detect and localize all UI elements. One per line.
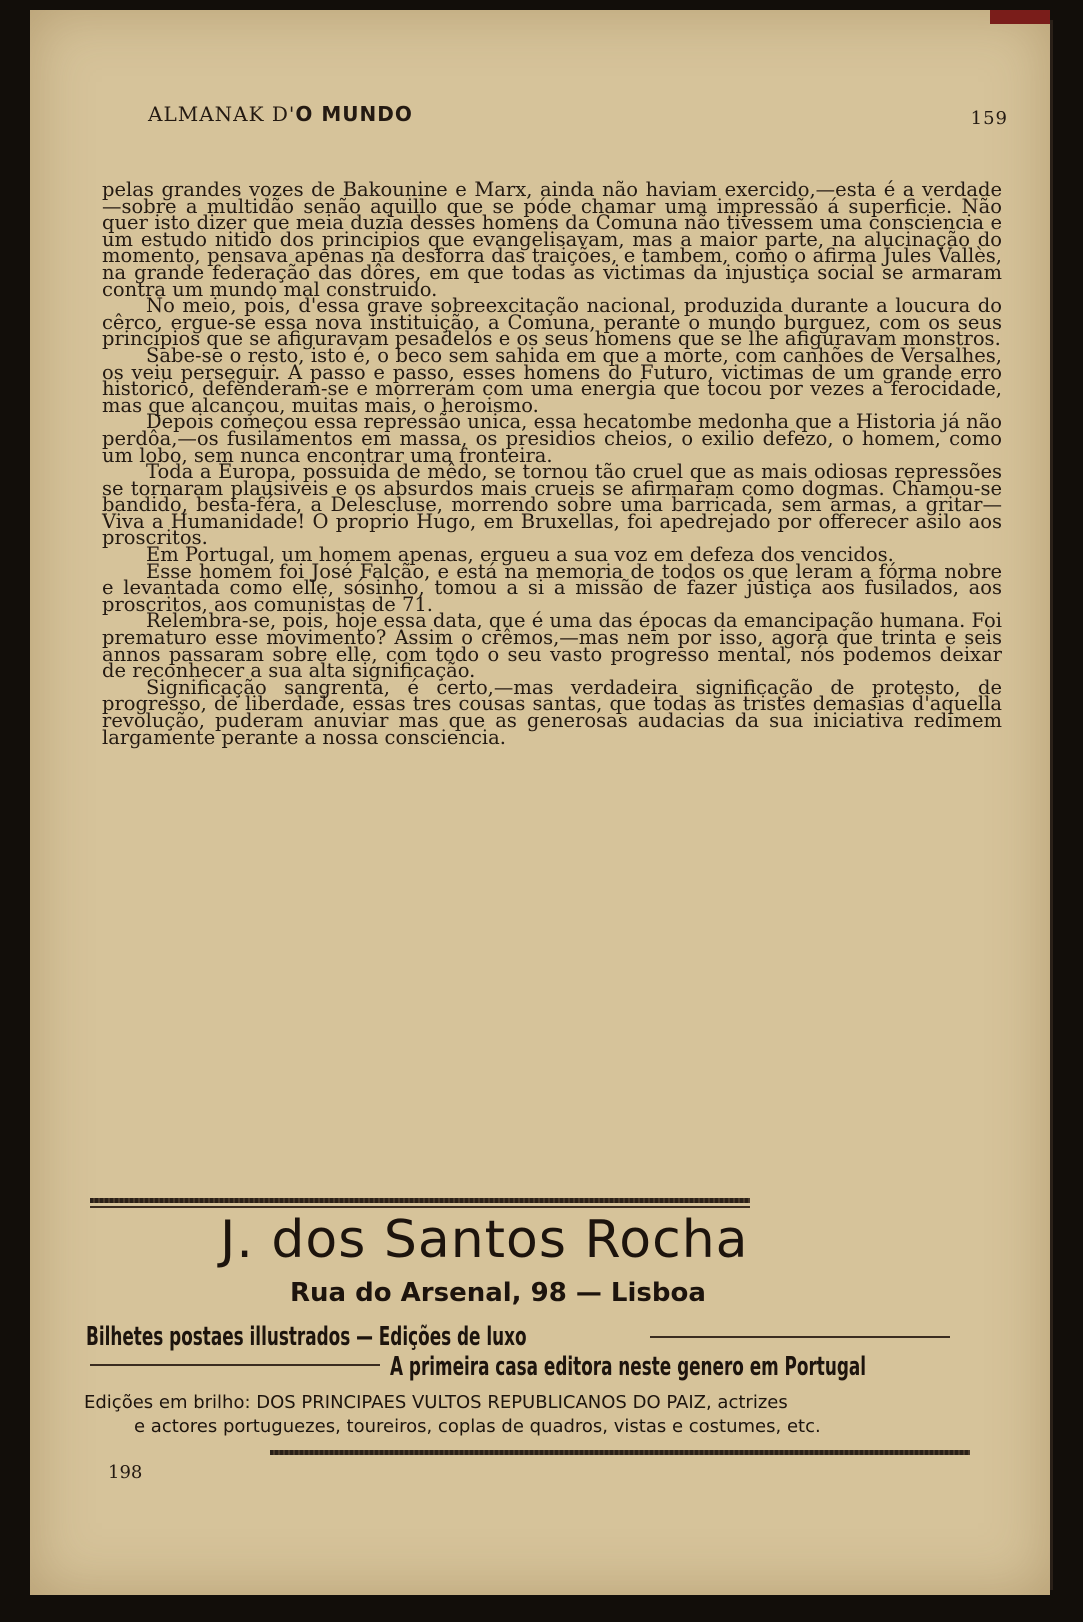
page-number: 159 bbox=[970, 108, 1008, 129]
paragraph: Toda a Europa, possuida de mêdo, se tornou tão cruel que as mais odiosas repressões se tornaram plausiveis e os absurdos mais crueis se afirmaram como dogmas. Chamou-se bandido, besta-féra, a Delescluse, morrendo sobre uma barricada, sem armas, a gritar—Viva a Humanidade! O proprio Hugo, em Bruxellas, foi apedrejado por offerecer asilo aos proscritos. bbox=[102, 460, 1002, 550]
paragraph: pelas grandes vozes de Bakounine e Marx, ainda não haviam exercido,—esta é a verdade—sobre a multidão senão aquillo que se póde chamar uma impressão á superficie. Não quer isto dizer que meia duzia desses homens da Comuna não tivessem uma consciencia e um estudo nitido dos principios que evangelisavam, mas a maior parte, na alucinação do momento, pensava apenas na desforra das traições, e tambem, como o afirma Jules Vallès, na grande federação das dôres, em que todas as victimas da injustiça social se armaram contra um mundo mal construido. bbox=[102, 178, 1002, 301]
running-title-brand: O MUNDO bbox=[295, 102, 413, 126]
binding-edge bbox=[1050, 20, 1053, 1590]
paragraph: Esse homem foi José Falcão, e está na memoria de todos os que leram a fórma nobre e levantada como elle, sósinho, tomou a si a missão de fazer justiça aos fusilados, aos proscritos, aos comunistas de 71. bbox=[102, 559, 1002, 616]
ad-rule bbox=[90, 1364, 380, 1366]
paragraph: Significação sangrenta, é certo,—mas verdadeira significação de protesto, de progresso, de liberdade, essas tres cousas santas, que todas as tristes demasias d'aquella revolução, puderam anuviar mas que as generosas audacias da sua iniciativa redimem largamente perante a nossa consciencia. bbox=[102, 675, 1002, 749]
paragraph: Depois começou essa repressão unica, essa hecatombe medonha que a Historia já não perdôa,—os fusilamentos em massa, os presidios cheios, o exilio defezo, o homem, como um lobo, sem nunca encontrar uma fronteira. bbox=[102, 410, 1002, 467]
signature-number: 198 bbox=[108, 1462, 143, 1483]
ad-top-rule-thin bbox=[90, 1206, 750, 1208]
ad-top-rule bbox=[90, 1198, 750, 1203]
paragraph: No meio, pois, d'essa grave sobreexcitação nacional, produzida durante a loucura do cêrco, ergue-se essa nova instituição, a Comuna, perante o mundo burguez, com os seus principios que se afiguravam pesadelos e os seus homens que se lhe afiguravam monstros. bbox=[102, 294, 1002, 351]
ad-line-postcards: Bilhetes postaes illustrados — Edições de luxo bbox=[86, 1322, 527, 1352]
book-page bbox=[30, 10, 1050, 1595]
page-edge-marker bbox=[990, 10, 1050, 24]
ad-bottom-rule bbox=[270, 1450, 970, 1455]
running-title-prefix: ALMANAK D' bbox=[148, 102, 296, 126]
running-title bbox=[148, 102, 413, 126]
ad-address: Rua do Arsenal, 98 — Lisboa bbox=[290, 1278, 706, 1308]
advertisement bbox=[80, 1198, 980, 1498]
ad-line-publisher: A primeira casa editora neste genero em Portugal bbox=[390, 1352, 867, 1382]
ad-line-editions: Edições em brilho: DOS PRINCIPAES VULTOS REPUBLICANOS DO PAIZ, actrizes bbox=[84, 1392, 788, 1413]
running-header bbox=[148, 102, 1008, 132]
ad-business-name: J. dos Santos Rocha bbox=[220, 1210, 749, 1270]
article-body bbox=[102, 178, 1002, 749]
ad-line-portraits: e actores portuguezes, toureiros, coplas de quadros, vistas e costumes, etc. bbox=[134, 1416, 821, 1437]
paragraph: Em Portugal, um homem apenas, ergueu a sua voz em defeza dos vencidos. bbox=[146, 543, 894, 567]
paragraph: Sabe-se o resto, isto é, o beco sem sahida em que a morte, com canhões de Versalhes, os veiu perseguir. A passo e passo, esses homens do Futuro, victimas de um grande erro historico, defenderam-se e morreram com uma energia que tocou por vezes a ferocidade, mas que alcançou, muitas mais, o heroismo. bbox=[102, 343, 1002, 417]
paragraph: Relembra-se, pois, hoje essa data, que é uma das épocas da emancipação humana. Foi prematuro esse movimento? Assim o crêmos,—mas nem por isso, agora que trinta e seis annos passaram sobre elle, com todo o seu vasto progresso mental, nós podemos deixar de reconhecer a sua alta significação. bbox=[102, 609, 1002, 683]
ad-rule bbox=[650, 1336, 950, 1338]
